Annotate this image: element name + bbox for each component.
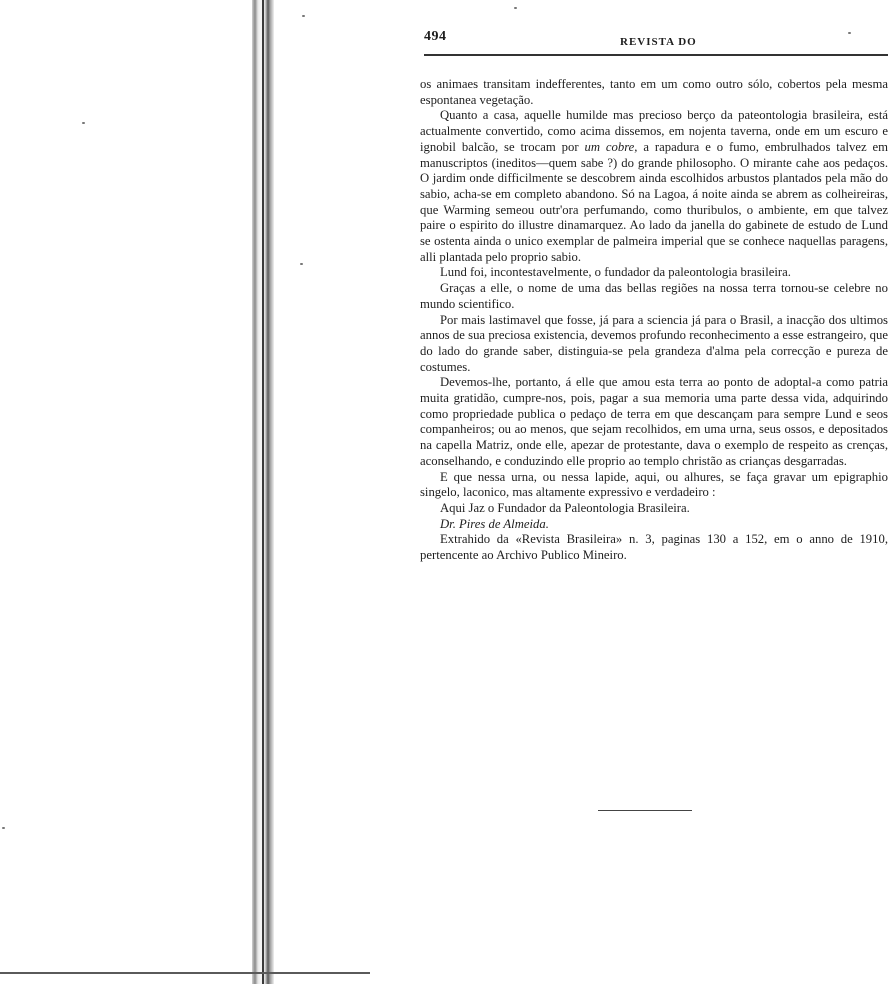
- page-edge-rule: [0, 972, 370, 974]
- paragraph: E que nessa urna, ou nessa lapide, aqui, ou alhures, se faça gravar um epigraphio singelo, laconico, mas altamente expressivo e verdadeiro :: [420, 469, 888, 500]
- binding-line: [262, 0, 264, 984]
- scan-speck: [2, 827, 5, 829]
- paragraph: os animaes transitam indefferentes, tanto em um como outro sólo, cobertos pela mesma espontanea vegetação.: [420, 77, 888, 107]
- running-title: REVISTA DO: [620, 36, 697, 48]
- article-body: [420, 77, 888, 564]
- paragraph: Lund foi, incontestavelmente, o fundador da paleontologia brasileira.: [440, 265, 791, 280]
- scan-speck: [82, 122, 85, 124]
- header-rule: [424, 54, 888, 56]
- page-number: 494: [424, 29, 447, 44]
- scan-speck: [848, 32, 851, 34]
- italic-phrase: um cobre,: [584, 139, 638, 154]
- scan-speck: [300, 263, 303, 265]
- scan-speck: [302, 15, 305, 17]
- end-rule: [598, 810, 692, 811]
- source-note: Extrahido da «Revista Brasileira» n. 3, paginas 130 a 152, em o anno de 1910, pertencente ao Archivo Publico Mineiro.: [420, 532, 888, 563]
- epitaph: Aqui Jaz o Fundador da Paleontologia Brasileira.: [440, 500, 690, 515]
- author-signature: Dr. Pires de Almeida.: [440, 516, 549, 531]
- paragraph: [420, 108, 888, 265]
- paragraph-text: a rapadura e o fumo, embrulhados talvez em manuscriptos (ineditos—quem sabe ?) do grande philosopho. O mirante cahe aos pedaços. O jardim onde difficilmente se descobrem ainda escolhidos arbustos plantados pela mão do sabio, acha-se em completo abandono. Só na Lagoa, á noite ainda se abrem as colheireiras, que Warming semeou outr'ora perfumando, como thuribulos, o ambiente, em que talvez paire o espirito do illustre dinamarquez. Ao lado da janella do gabinete de estudo de Lund se ostenta ainda o unico exemplar de palmeira imperial que se conhece naquellas paragens, alli plantada pelo proprio sabio.: [420, 139, 888, 264]
- paragraph: Graças a elle, o nome de uma das bellas regiões na nossa terra tornou-se celebre no mundo scientifico.: [420, 281, 888, 311]
- paragraph: Devemos-lhe, portanto, á elle que amou esta terra ao ponto de adoptal-a como patria muita gratidão, cumpre-nos, pois, pagar a sua memoria uma parte dessa vida, adquirindo como propriedade publica o pedaço de terra em que descançam para sempre Lund e seos companheiros; ou ao menos, que sejam recolhidos, em uma urna, seus ossos, e depositados na capella Matriz, onde elle, apezar de protestante, dava o exemplo de respeito as crenças, aconselhando, e conduzindo elle proprio ao templo christão as crianças desgarradas.: [420, 375, 888, 468]
- paragraph: Por mais lastimavel que fosse, já para a sciencia já para o Brasil, a inacção dos ultimos annos de sua preciosa existencia, devemos profundo reconhecimento a esse estrangeiro, que do lado do grande saber, distinguia-se pela grandeza d'alma pela correcção e pureza de costumes.: [420, 312, 888, 374]
- scan-speck: [514, 7, 517, 9]
- paragraph-text: Quanto a casa, aquelle humilde mas precioso berço da pateontologia brasileira, está actualmente convertido, como acima dissemos, em nojenta taverna, onde em um escuro e ignobil balcão, se trocam por: [420, 108, 888, 154]
